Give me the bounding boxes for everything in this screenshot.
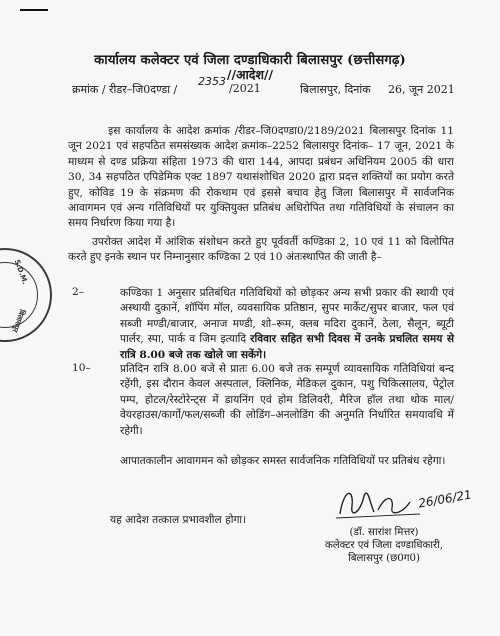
order-heading: //आदेश// (226, 67, 274, 82)
item-10-number: 10– (72, 362, 91, 374)
closing-note: यह आदेश तत्काल प्रभावशील होगा। (110, 514, 247, 526)
signatory-place: बिलासपुर (छ0ग0) (348, 553, 420, 564)
reference-year: /2021 (229, 82, 261, 95)
item-2-number: 2– (72, 286, 85, 298)
reference-prefix: क्रमांक / रीडर–जि0दण्डा / (72, 83, 178, 96)
order-date: 26, जून 2021 (388, 83, 455, 96)
signature-block (304, 526, 464, 565)
stamp-text-top: S.D.M. (12, 258, 30, 286)
stamp-text-bottom: बिलासपुर (10, 308, 27, 334)
page-dash-mark (20, 9, 48, 11)
reference-number: 2353 (198, 75, 226, 88)
office-title: कार्यालय कलेक्टर एवं जिला दण्डाधिकारी बिलासपुर (छत्तीसगढ़) (94, 53, 406, 68)
emergency-paragraph: आपातकालीन आवागमन को छोड़कर समस्त सार्वजनिक गतिविधियों पर प्रतिबंध रहेगा। (120, 455, 446, 467)
item-2-text: कण्डिका 1 अनुसार प्रतिबंधित गतिविधियों को छोड़कर अन्य सभी प्रकार की स्थायी एवं अस्थायी दुकानें, शॉपिंग मॉल, व्यवसायिक प्रतिष्ठान, सुपर मार्केट/सुपर बाजार, फल एवं सब्जी मण्डी/बाजार, अनाज मण्डी, शो–रूम, क्लब मदिरा दुकानें, ठेला, सैलून, ब्यूटी पार्लर, स्पा, पार्क व जिम इत्यादि (120, 287, 454, 346)
signatory-name: (डॉ. सारांश मित्तर) (349, 527, 419, 538)
item-10-paragraph: प्रतिदिन रात्रि 8.00 बजे से प्रातः 6.00 बजे तक सम्पूर्ण व्यावसायिक गतिविधियां बन्द रहेंगी, इस दौरान केवल अस्पताल, क्लिनिक, मेडिकल दुकान, पशु चिकित्सालय, पेट्रोल पम्प, होटल/रेस्टोरेन्ट्स में डायनिंग एवं होम डिलिवरी, मैरिज हॉल तथा थोक माल/वेयरहाउस/कार्गो/फल/सब्जी की लोडिंग–अनलोडिंग की अनुमति निर्धारित समयावधि में रहेगी। (120, 363, 454, 437)
signature-date: 26/06/21 (417, 487, 473, 511)
item-2-paragraph (120, 286, 454, 363)
signatory-designation: कलेक्टर एवं जिला दण्डाधिकारी, (324, 540, 444, 551)
intro-paragraph: इस कार्यालय के आदेश क्रमांक /रीडर–जि0दण्डा0/2189/2021 बिलासपुर दिनांक 11 जून 2021 एवं सहपठित समसंख्यक आदेश क्रमांक–2252 बिलासपुर दिनांक– 17 जून, 2021 के माध्यम से दण्ड प्रक्रिया संहिता 1973 की धारा 144, आपदा प्रबंधन अधिनियम 2005 की धारा 30, 34 सहपठित एपिडेमिक एक्ट 1897 यथासंशोधित 2020 द्वारा प्रदत्त शक्तियों का प्रयोग करते हुए, कोविड 19 के संक्रमण की रोकथाम एवं इससे बचाव हेतु जिला बिलासपुर में सार्वजनिक आवागमन एवं अन्य गतिविधियों पर युक्तियुक्त प्रतिबंध अधिरोपित तथा गतिविधियों के संचालन का समय निर्धारण किया गया है। (68, 125, 454, 230)
place-date-label: बिलासपुर, दिनांक (300, 83, 371, 96)
item-2-bold-text: रविवार सहित सभी दिवस में उनके प्रचलित समय से रात्रि 8.00 बजे तक खोले जा सकेंगे। (120, 333, 454, 361)
amendment-paragraph: उपरोक्त आदेश में आंशिक संशोधन करते हुए पूर्ववर्ती कण्डिका 2, 10 एवं 11 को विलोपित करते हुए इनके स्थान पर निम्नानुसार कण्डिका 2 एवं 10 अंतःस्थापित की जाती है– (68, 236, 454, 264)
